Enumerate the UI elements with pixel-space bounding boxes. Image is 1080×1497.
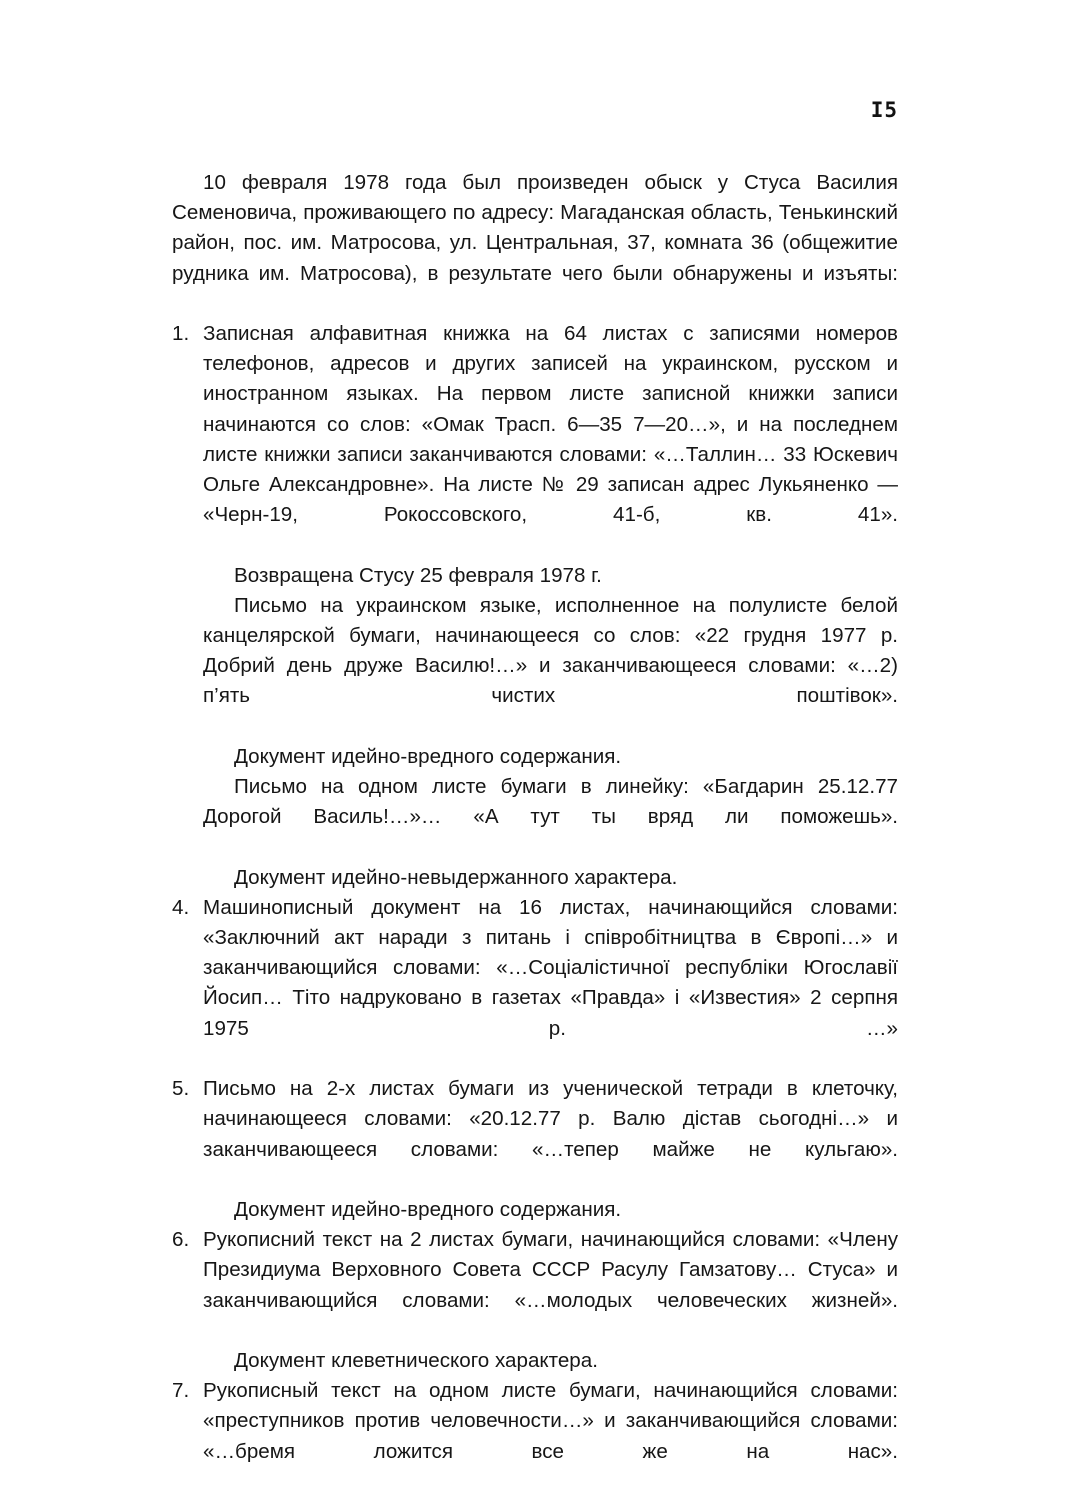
list-item (172, 1376, 898, 1497)
list-item-text: Записная алфавитная книжка на 64 листах с записями номеров телефонов, адресов и других записей на украинском, русском и иностранном языках. На первом листе записной книжки записи начинаются со слов: «Омак Трасп. 6—35 7—20…», и на последнем листе книжки записи заканчиваются словами: «…Таллин… 33 Юскевич Ольге Александровне». На листе № 29 записан адрес Лукьяненко — «Черн-19, Рокоссовского, 41-б, кв. 41». (203, 322, 898, 527)
list-item-text: Рукописний текст на 2 листах бумаги, начинающийся словами: «Члену Президиума Верховного Совета СССР Расулу Гамзатову… Стуса» и заканчивающийся словами: «…молодых человеческих жизней». (203, 1228, 898, 1312)
page-number: I5 (870, 98, 898, 122)
list-item-note: Документ идейно-вредного содержания. (234, 1197, 622, 1221)
list-item-text: Письмо на 2-х листах бумаги из ученической тетради в клеточку, начинающееся словами: «20.12.77 р. Валю дістав сьогодні…» и заканчивающееся словами: «…тепер майже не кульгаю». (203, 1077, 898, 1161)
list-item-number: 5. (172, 1077, 190, 1101)
page-text-block (172, 168, 898, 1497)
list-item (172, 1074, 898, 1225)
list-item-note: Документ идейно-вредного содержания. (234, 744, 622, 768)
list-item (172, 893, 898, 1074)
list-item-text: Машинописный документ на 16 листах, начинающийся словами: «Заключний акт наради з питань і співробітництва в Європі…» и заканчивающийся словами: «…Соціалістичної республіки Югославії Йосип… Тіто надруковано в газетах «Правда» і «Известия» 2 серпня 1975 р. …» (203, 895, 898, 1040)
list-item-note: Возвращена Стусу 25 февраля 1978 г. (234, 563, 602, 587)
list-item-note: Документ клеветнического характера. (234, 1348, 598, 1372)
list-item-number: 6. (172, 1228, 190, 1252)
list-item-note: Документ идейно-невыдержанного характера. (234, 865, 678, 889)
list-item-number: 4. (172, 895, 190, 919)
list-item (172, 319, 898, 893)
intro-paragraph: 10 февраля 1978 года был произведен обыск у Стуса Василия Семеновича, проживающего по адресу: Магаданская область, Тенькинский район, пос. им. Матросова, ул. Центральная, 37, комната 36 (общежитие рудника им. Матросова), в результате чего были обнаружены и изъяты: (172, 171, 898, 285)
list-item-number: 1. (172, 322, 190, 346)
list-item (172, 1225, 898, 1376)
list-item-number: 7. (172, 1379, 190, 1403)
list-item-note: Письмо на одном листе бумаги в линейку: «Багдарин 25.12.77 Дорогой Василь!…»… «А тут ты вряд ли поможешь». (203, 775, 898, 829)
list-item-text: Рукописный текст на одном листе бумаги, начинающийся словами: «преступников против человечности…» и заканчивающийся словами: «…бремя ложится все же на нас». (203, 1379, 898, 1463)
list-item-note: Письмо на украинском языке, исполненное на полулисте белой канцелярской бумаги, начинающееся со слов: «22 грудня 1977 р. Добрий день друже Василю!…» и заканчивающееся словами: «…2) п’ять чистих поштівок». (203, 593, 898, 708)
